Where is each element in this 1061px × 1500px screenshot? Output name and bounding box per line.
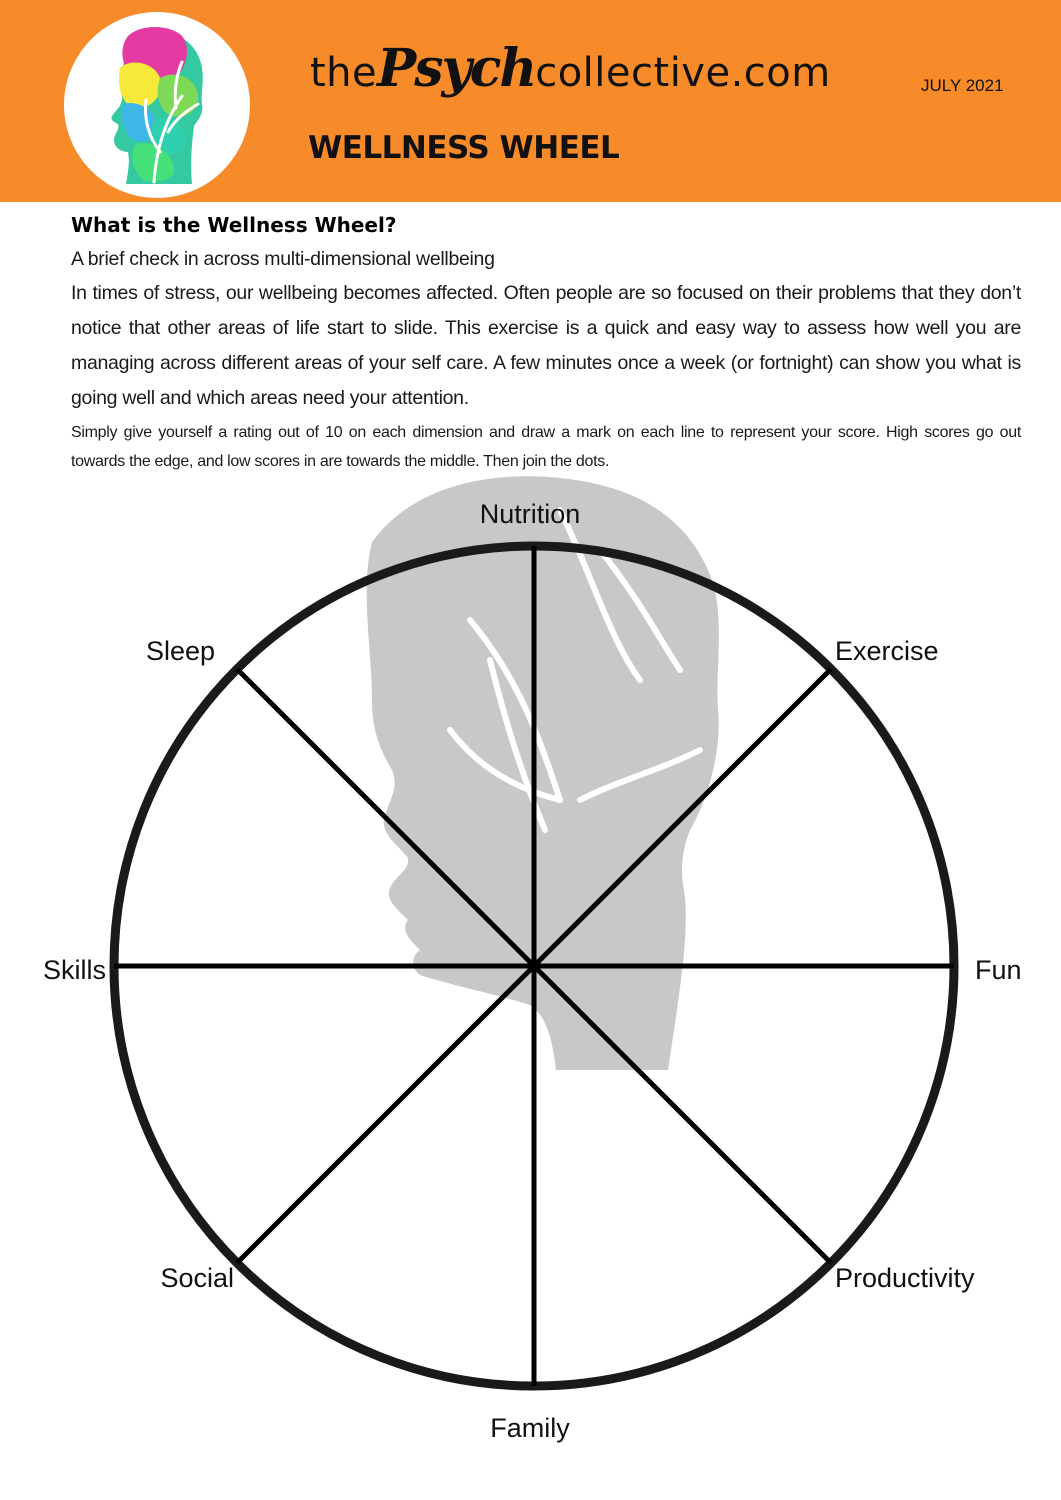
label-skills: Skills [42, 955, 106, 985]
wheel-spokes [114, 546, 954, 1386]
wheel-diagram [0, 470, 1061, 1470]
wellness-wheel [0, 470, 1061, 1470]
brand-the: the [310, 50, 378, 96]
brand-psych: Psych [377, 38, 536, 99]
intro-section [71, 213, 1021, 476]
header-banner [0, 0, 1061, 202]
label-sleep: Sleep [145, 636, 215, 666]
label-social: Social [160, 1263, 234, 1293]
label-productivity: Productivity [835, 1263, 975, 1293]
intro-paragraph: In times of stress, our wellbeing becomes affected. Often people are so focused on their problems that they don’t notice that other areas of life start to slide. This exercise is a quick and easy way to assess how well you are managing across different areas of your self care. A few minutes once a week (or fortnight) can show you what is going well and which areas need your attention. [71, 282, 1021, 409]
document-date: JULY 2021 [921, 76, 1004, 95]
label-nutrition: Nutrition [479, 499, 581, 529]
instructions-text: Simply give yourself a rating out of 10 on each dimension and draw a mark on each line to represent your score. High scores go out towards the edge, and low scores in are towards the middle. Then join the dots. [71, 424, 1021, 470]
brand-wordmark [310, 38, 831, 118]
label-exercise: Exercise [835, 636, 939, 666]
intro-subtitle: A brief check in across multi-dimensional wellbeing [71, 248, 495, 270]
brand-collective: collective.com [535, 50, 831, 96]
head-logo-icon [64, 12, 250, 198]
intro-heading: What is the Wellness Wheel? [71, 213, 397, 237]
label-family: Family [490, 1413, 570, 1443]
document-title: WELLNESS WHEEL [308, 130, 620, 166]
label-fun: Fun [975, 955, 1022, 985]
logo [64, 12, 250, 198]
